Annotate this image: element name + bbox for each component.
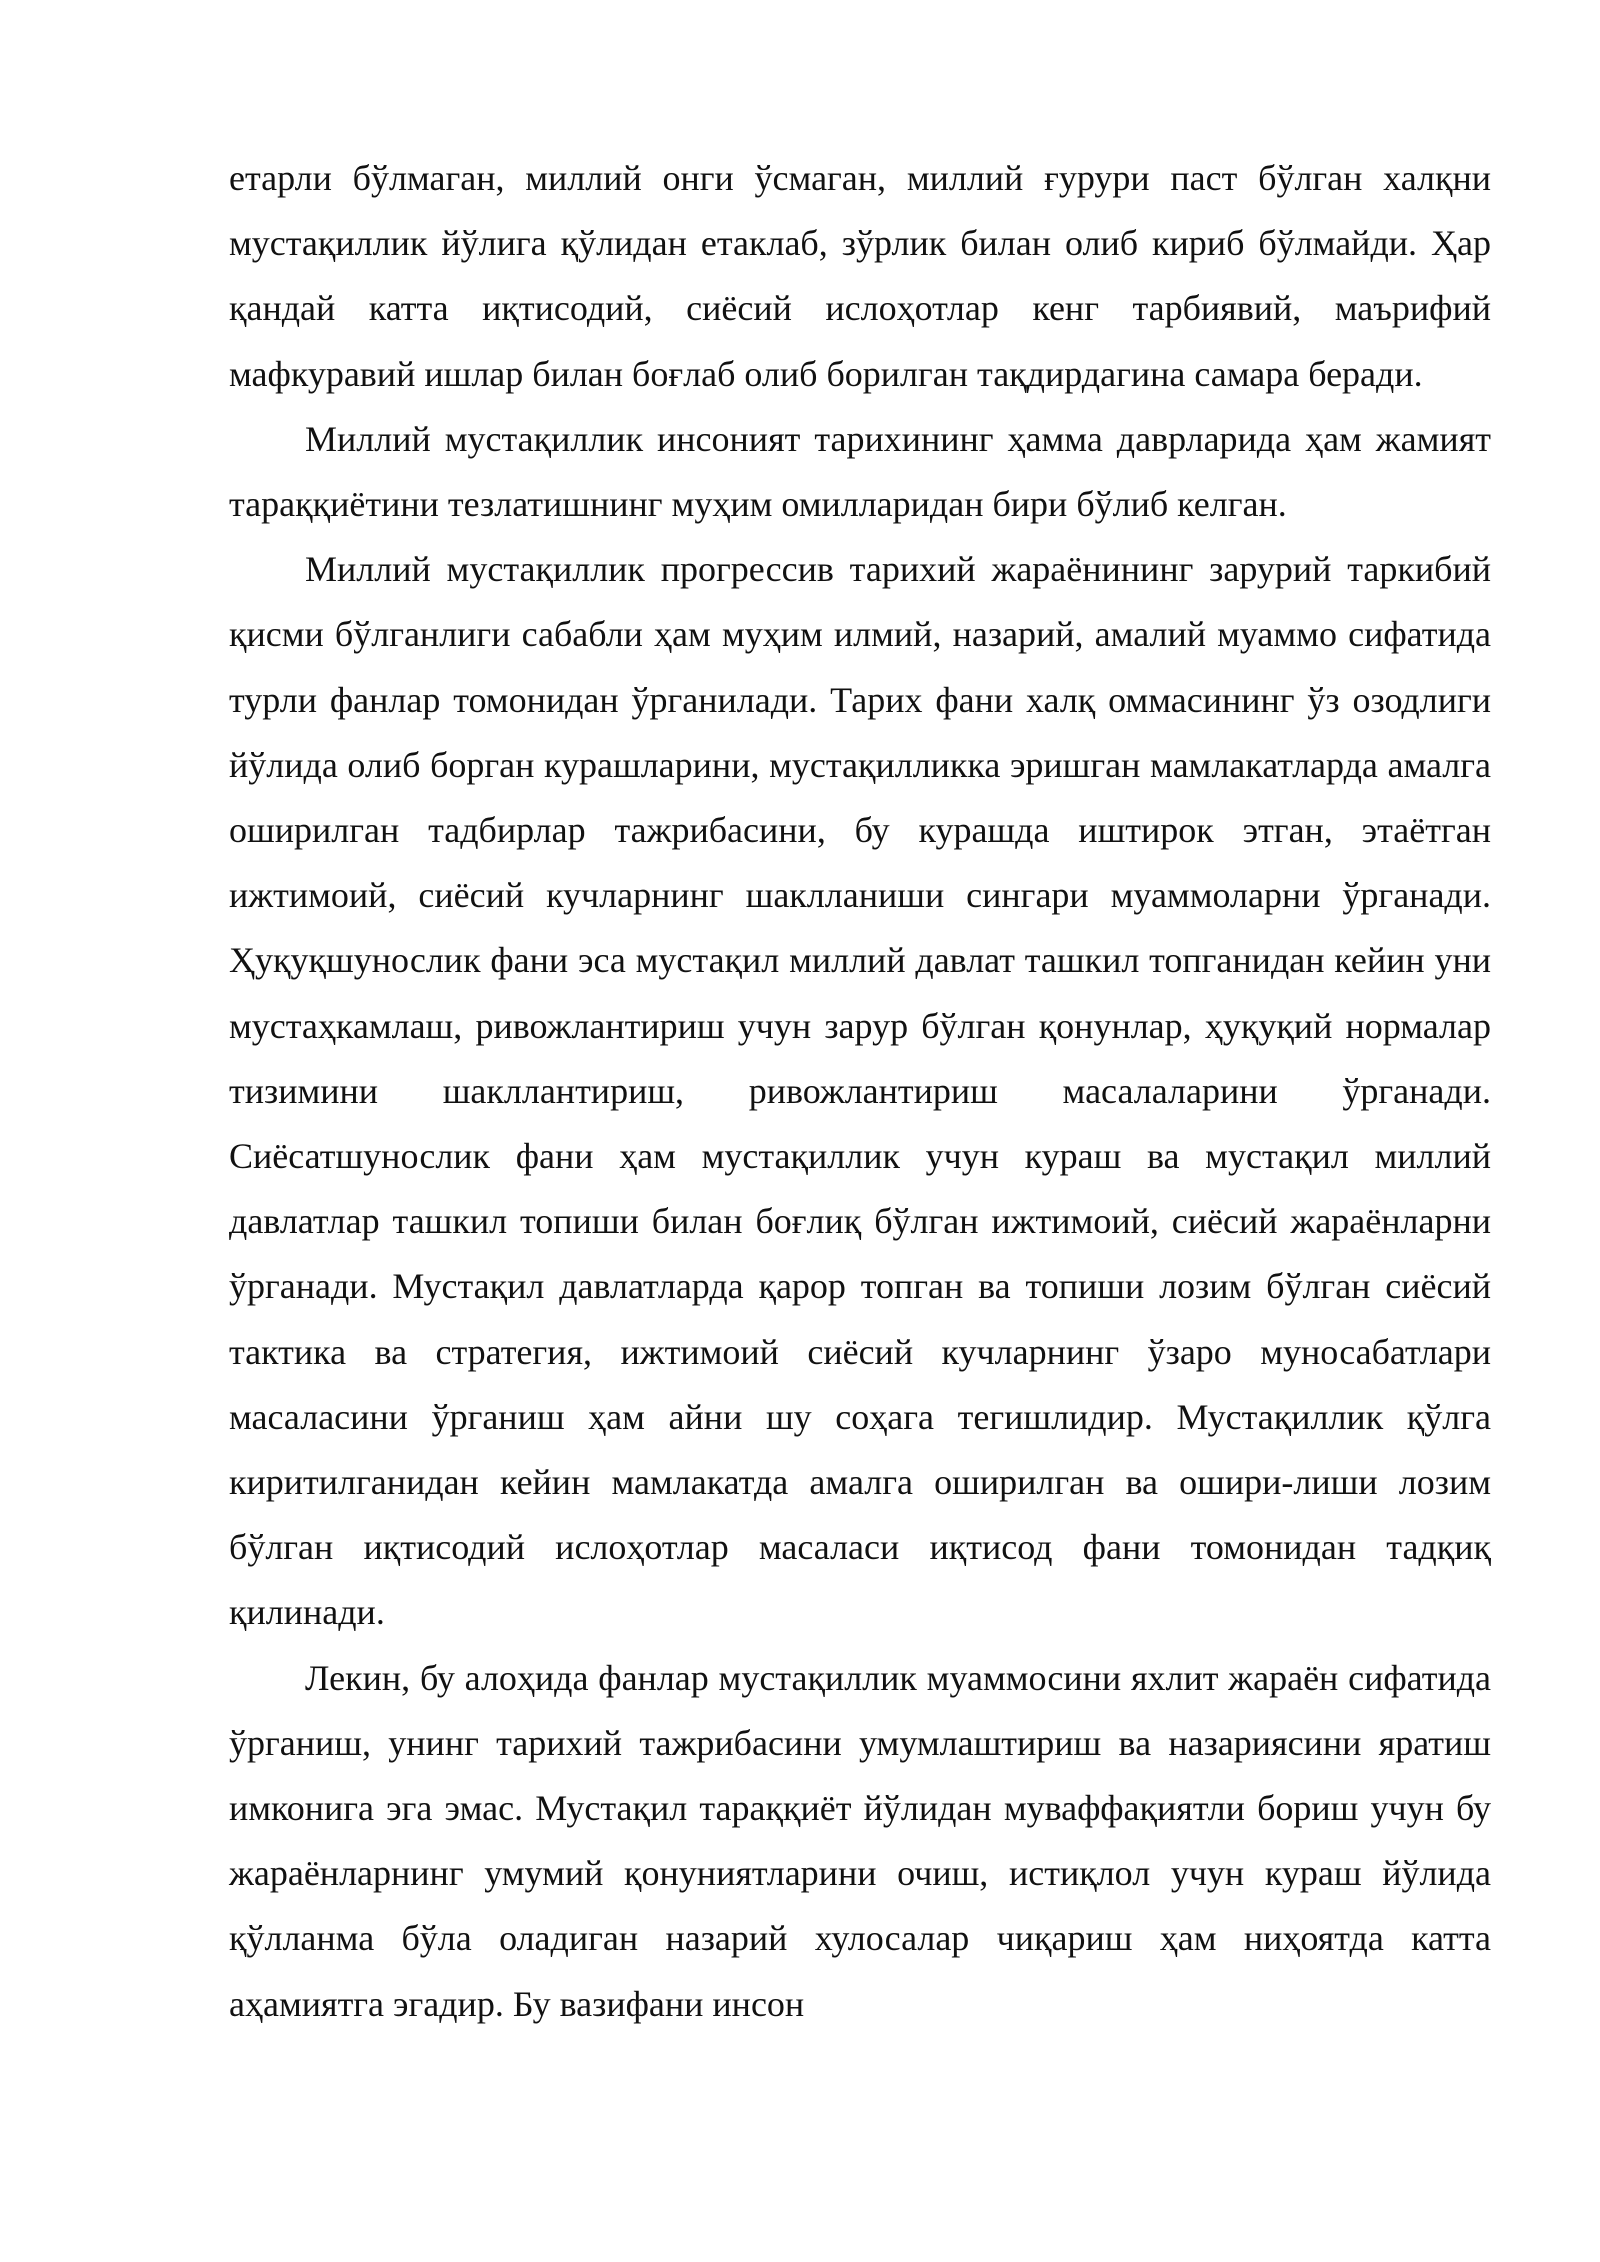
paragraph-4: Лекин, бу алоҳида фанлар мустақиллик муаммосини яхлит жараён сифатида ўрганиш, унинг тарихий тажрибасини умумлаштириш ва назариясини яратиш имконига эга эмас. Мустақил тараққиёт йўлидан муваффақиятли бориш учун бу жараёнларнинг умумий қонуниятларини очиш, истиқлол учун кураш йўлида қўлланма бўла оладиган назарий хулосалар чиқариш ҳам ниҳоятда катта аҳамиятга эгадир. Бу вазифани инсон bbox=[229, 1657, 1491, 2024]
paragraph-2: Миллий мустақиллик инсоният тарихининг ҳамма даврларида ҳам жамият тараққиётини тезлатишнинг муҳим омилларидан бири бўлиб келган. bbox=[229, 418, 1491, 525]
document-page bbox=[229, 146, 1491, 2037]
paragraph-3: Миллий мустақиллик прогрессив тарихий жараёнининг зарурий таркибий қисми бўлганлиги сабабли ҳам муҳим илмий, назарий, амалий муаммо сифатида турли фанлар томонидан ўрганилади. Тарих фани халқ оммасининг ўз озодлиги йўлида олиб борган курашларини, мустақилликка эришган мамлакатларда амалга оширилган тадбирлар тажрибасини, бу курашда иштирок этган, этаётган ижтимоий, сиёсий кучларнинг шаклланиши сингари муаммоларни ўрганади. Ҳуқуқшунослик фани эса мустақил миллий давлат ташкил топганидан кейин уни мустаҳкамлаш, ривожлантириш учун зарур бўлган қонунлар, ҳуқуқий нормалар тизимини шакллантириш, ривожлантириш масалаларини ўрганади. Сиёсатшунослик фани ҳам мустақиллик учун кураш ва мустақил миллий давлатлар ташкил топиши билан боғлиқ бўлган ижтимоий, сиёсий жараёнларни ўрганади. Мустақил давлатларда қарор топган ва топиши лозим бўлган сиёсий тактика ва стратегия, ижтимоий сиёсий кучларнинг ўзаро муносабатлари масаласини ўрганиш ҳам айни шу соҳага тегишлидир. Мустақиллик қўлга киритилганидан кейин мамлакатда амалга оширилган ва ошири-лиши лозим бўлган иқтисодий ислоҳотлар масаласи иқтисод фани томонидан тадқиқ қилинади. bbox=[229, 549, 1491, 1633]
paragraph-1: етарли бўлмаган, миллий онги ўсмаган, миллий ғурури паст бўлган халқни мустақиллик йўлига қўлидан етаклаб, зўрлик билан олиб кириб бўлмайди. Ҳар қандай катта иқтисодий, сиёсий ислоҳотлар кенг тарбиявий, маърифий мафкуравий ишлар билан боғлаб олиб борилган тақдирдагина самара беради. bbox=[229, 158, 1491, 394]
